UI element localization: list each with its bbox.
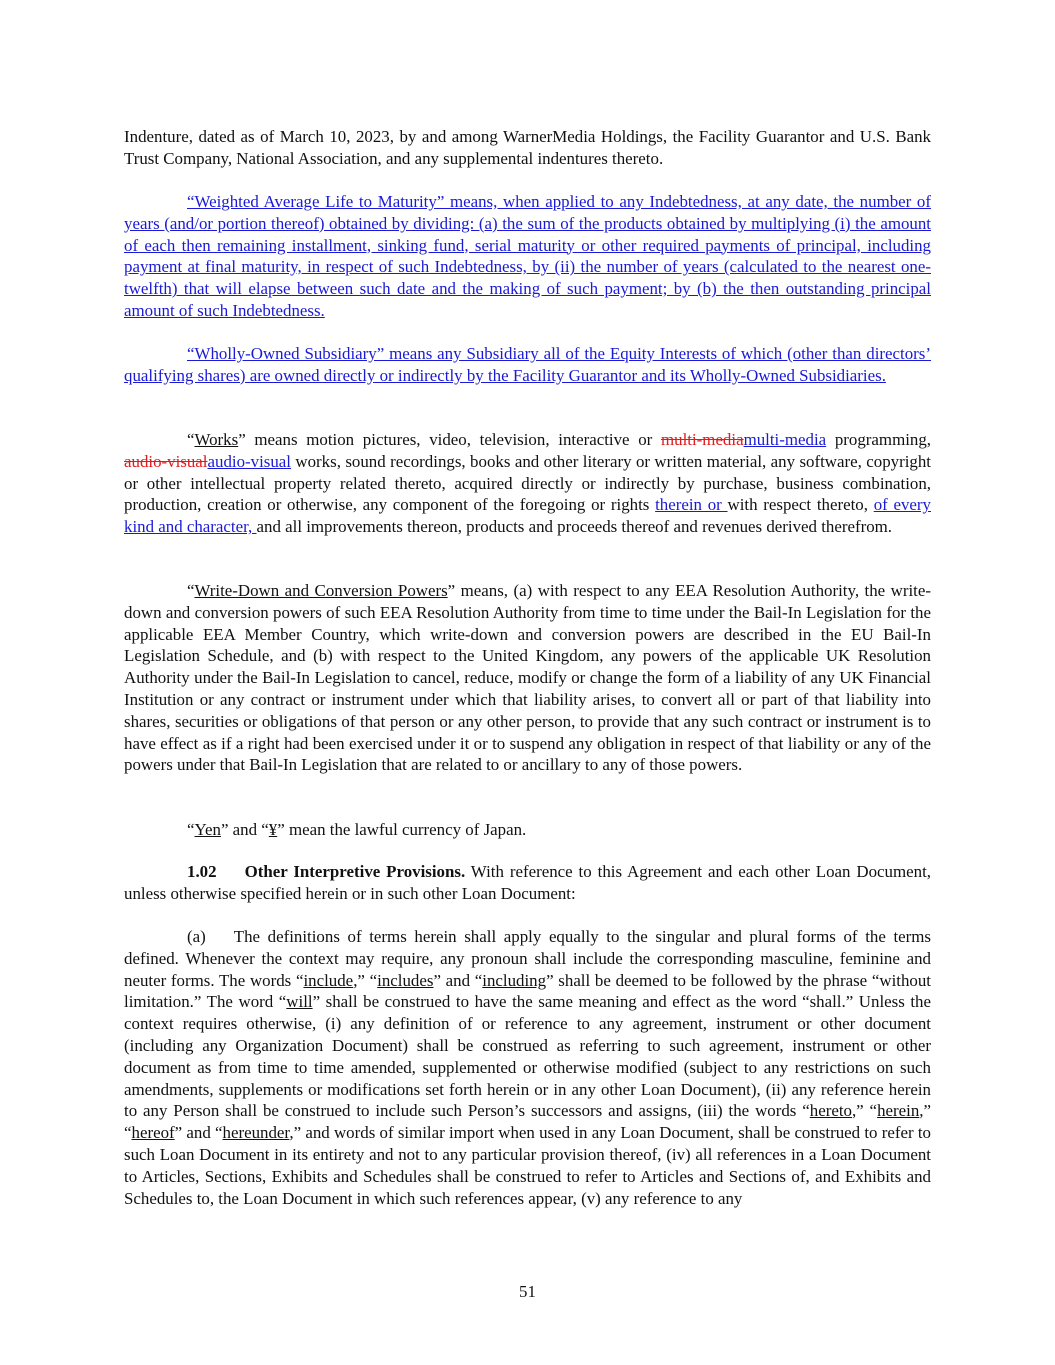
definition-weighted-average-life [124,191,931,322]
clause-a: (a) The definitions of terms herein shall apply equally to the singular and plural forms of the terms defined. Whenever the context may require, any pronoun shall include the corresponding masculine, feminine and neuter forms. The words “include,” “includes” and “including” shall be deemed to be followed by the phrase “without limitation.” The word “will” shall be construed to have the same meaning and effect as the word “shall.” Unless the context requires otherwise, (i) any definition of or reference to any agreement, instrument or other document (including any Organization Document) shall be construed as referring to such agreement, instrument or other document as from time to time amended, supplemented or otherwise modified (subject to any restrictions on such amendments, supplements or modifications set forth herein or in any other Loan Document), (ii) any reference herein to any Person shall be construed to include such Person’s successors and assigns, (iii) the words “hereto,” “herein,” “hereof” and “hereunder,” and words of similar import when used in any Loan Document, shall be construed to refer to such Loan Document in its entirety and not to any particular provision thereof, (iv) all references in a Loan Document to Articles, Sections, Exhibits and Schedules shall be construed to refer to Articles and Sections of, and Exhibits and Schedules to, the Loan Document in which such references appear, (v) any reference to any [124,927,931,1208]
inserted-text: therein or [655,495,728,515]
inserted-text: “Wholly-Owned Subsidiary” means any Subsidiary all of the Equity Interests of which (other than directors’ qualifying shares) are owned directly or indirectly by the Facility Guarantor and its Wholly-Owned Subsidiaries. [124,344,931,385]
defined-term: Yen [194,820,221,839]
inserted-text: “Weighted Average Life to Maturity” means, when applied to any Indebtedness, at any date, the number of years (and/or portion thereof) obtained by dividing: (a) the sum of the products obtained by multiplying (i) the amount of each then remaining installment, sinking fund, serial maturity or other required payments of principal, including payment at final maturity, in respect of such Indebtedness, by (ii) the number of years (calculated to the nearest one-twelfth) that will elapse between such date and the making of such payment; by (b) the then outstanding principal amount of such Indebtedness. [124,192,931,320]
deleted-text: multi-media [661,430,744,449]
section-heading: Other Interpretive Provisions. [244,862,466,881]
clause-label: (a) [187,927,206,946]
inserted-text: audio-visual [207,451,291,471]
inserted-text: multi-media [743,430,827,449]
defined-term: Write-Down and Conversion Powers [194,581,448,600]
defined-term: ¥ [268,820,278,839]
deleted-text: audio-visual [124,451,208,471]
page-number: 51 [519,1282,536,1301]
paragraph-indenture-continuation: Indenture, dated as of March 10, 2023, by and among WarnerMedia Holdings, the Facility Guarantor and U.S. Bank Trust Company, National Association, and any supplemental indentures thereto. [124,127,931,168]
inserted-text: of every kind and character, [124,495,931,537]
definition-write-down-conversion-powers: “Write-Down and Conversion Powers” means, (a) with respect to any EEA Resolution Authority, the write-down and conversion powers of such EEA Resolution Authority from time to time under the Bail-In Legislation for the applicable EEA Member Country, which write-down and conversion powers are described in the EU Bail-In Legislation Schedule, and (b) with respect to the United Kingdom, any powers of the applicable UK Resolution Authority under the Bail-In Legislation to cancel, reduce, modify or change the form of a liability of any UK Financial Institution or any contract or instrument under which that liability arises, to convert all or part of that liability into shares, securities or obligations of that person or any other person, to provide that any such contract or instrument is to have effect as if a right had been exercised under it or to suspend any obligation in respect of that liability or any of the powers under that Bail-In Legislation that are related to or ancillary to any of those powers. [124,581,931,775]
section-1-02: 1.02 Other Interpretive Provisions. With reference to this Agreement and each other Loan Document, unless otherwise specified herein or in such other Loan Document: [124,862,931,903]
definition-works: “Works” means motion pictures, video, television, interactive or multi-mediamulti-media programming, audio-visualaudio-visual works, sound recordings, books and other literary or written material, any software, copyright or other intellectual property related thereto, acquired directly or indirectly by purchase, business combination, production, creation or otherwise, any component of the foregoing or rights therein or with respect thereto, of every kind and character, and all improvements thereon, products and proceeds thereof and revenues derived therefrom. [124,430,932,537]
definition-wholly-owned-subsidiary [124,343,931,387]
section-number: 1.02 [187,862,217,881]
definition-yen: “Yen” and “¥” mean the lawful currency of Japan. [187,820,527,839]
defined-term: Works [194,430,239,449]
